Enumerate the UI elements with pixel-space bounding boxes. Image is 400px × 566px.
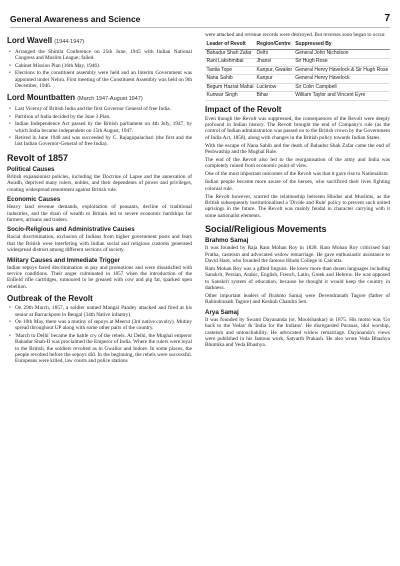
table-cell: General Henry Havelock — [294, 75, 390, 83]
table-cell: Kanpur, Gwalior — [255, 66, 294, 74]
political-text: British expansionist policies, including the Doctrine of Lapse and the annexation of Awadh, deprived many rulers, nobles, and their dependents of power and privileges, creating widespread resentment against British rule. — [7, 173, 192, 193]
impact-paragraph: Indian people became more aware of the heroes, who sacrificed their lives fighting colonial rule. — [205, 179, 390, 192]
table-row — [205, 75, 390, 83]
table-row — [205, 92, 390, 100]
military-heading: Military Causes and Immediate Trigger — [7, 256, 121, 264]
revolt-leaders-table — [205, 41, 390, 100]
list-item: • On 10th May, there was a mutiny of sepoys at Meerut (3rd native cavalry). Mutiny spread throughout UP along with some other parts of the country. — [15, 319, 192, 332]
table-header-row — [205, 41, 390, 49]
wavell-list — [7, 49, 192, 89]
intro-text: were attacked and revenue records were destroyed. But reverses soon began to occur. — [205, 32, 386, 38]
table-cell: Tantia Tope — [205, 66, 255, 74]
brahmo-paragraph: Other important leaders of Brahmo Samaj were Devendranath Tagore (father of Rabindranath Tagore) and Keshub Chandra Sen. — [205, 292, 390, 306]
table-cell: Jhansi — [255, 58, 294, 66]
impact-paragraph: One of the most important outcomes of the Revolt was that it gave rise to Nationalism. — [205, 171, 389, 178]
wavell-years: (1944-1947) — [54, 39, 85, 45]
arya-heading: Arya Samaj — [205, 308, 239, 316]
impact-paragraph: The end of the Revolt also led to the reorganisation of the army and India was completely ruined from economic point of view. — [205, 156, 390, 170]
impact-paragraph: Even though the Revolt was suppressed, the consequences of the Revolt were deeply profound in Indian history. The Revolt brought the end of Company's rule (as the control of Indian administration was passed on to the British crown by the Government of India Act, 1858), along with changes in the British policy towards Indian States. — [205, 115, 390, 141]
mountbatten-heading — [7, 93, 192, 104]
table-header: Suppressed By — [294, 41, 390, 49]
header-title: General Awareness and Science — [10, 14, 141, 24]
impact-paragraph: With the escape of Nana Sahib and the death of Bahadur Shah Zafar came the end of Peshwaship and the Mughal Rule. — [205, 142, 390, 156]
table-row — [205, 50, 390, 58]
mountbatten-title: Lord Mountbatten — [7, 93, 75, 103]
right-column — [205, 32, 390, 350]
table-cell: Begum Hazrat Mahal — [205, 83, 255, 91]
table-header: Leader of Revolt — [205, 41, 255, 49]
table-cell: Rani Lakshmibai — [205, 58, 255, 66]
mountbatten-list — [7, 106, 192, 147]
brahmo-heading: Brahmo Samaj — [205, 237, 249, 245]
list-item: • Arranged the Shimla Conference on 25th June, 1945 with Indian National Congress and Muslim League; failed. — [15, 49, 192, 62]
table-cell: General John Nicholson — [294, 50, 390, 58]
table-cell: Nana Sahib — [205, 75, 255, 83]
list-item: • Partition of India decided by the June 3 Plan. — [15, 114, 192, 120]
economic-text: Heavy land revenue demands, exploitation of peasants, decline of traditional industries, and the drain of wealth to Britain led to severe economic hardships for farmers, artisans and traders. — [7, 204, 192, 223]
table-cell: Bahadur Shah Zafar — [205, 50, 255, 58]
list-item: • 'March to Delhi' became the battle cry of the rebels. At Delhi, the Mughal emperor Bahadur Shah-II was proclaimed the Emperor of India. Where the rulers were loyal to the British, the soldiers revolted as in Gwalior and Indore. In some places, the people revolted before the sepoys did. In the beginning, the rebels were successful. Europeans were killed, law courts and police stations — [15, 333, 192, 365]
table-cell: Delhi — [255, 50, 294, 58]
continued-text — [205, 32, 390, 38]
revolt-heading: Revolt of 1857 — [7, 152, 69, 163]
table-cell: Kanpur — [255, 75, 294, 83]
movements-heading: Social/Religious Movements — [205, 224, 327, 235]
brahmo-paragraph: It was founded by Raja Ram Mohan Roy in 1828. Ram Mohan Roy criticised Sati Pratha, casteism and advocated widow remarriage. He gave enthusiastic assistance to David Hare, who founded the famous Hindu College in Calcutta. — [205, 245, 390, 264]
table-cell: General Henry Havelock & Sir Hugh Rose — [294, 66, 390, 74]
impact-paragraph: The Revolt however, scarred the relationship between Hindus and Muslims, as the British subsequently institutionalised a 'Divide and Rule' policy to prevent such united uprisings in the future. The Revolt was mainly feudal in character carrying with it some nationalist elements. — [205, 193, 390, 219]
table-row — [205, 66, 390, 74]
table-row — [205, 58, 390, 66]
military-text: Indian sepoys faced discrimination in pay and promotions and were dissatisfied with service conditions. Their anger culminated in 1857 when the introduction of the Enfield rifle cartridges, rumoured to be greased with cow and pig fat, sparked open rebellion. — [7, 264, 192, 290]
economic-heading: Economic Causes — [7, 196, 61, 204]
brahmo-paragraph: Ram Mohan Roy was a gifted linguist. He knew more than dozen languages including Sanskrit, Persian, Arabic, English, French, Latin, Greek and Hebrew. He was opposed to Sanskrit system of education, because he thought it would keep the country in darkness. — [205, 265, 390, 292]
page-number: 7 — [384, 13, 390, 24]
list-item: • Last Viceroy of British India and the first Governor General of free India. — [15, 106, 192, 112]
table-cell: William Taylor and Vincent Eyre — [294, 92, 390, 100]
impact-heading: Impact of the Revolt — [205, 104, 282, 114]
list-item: • Retired in June 1948 and was succeeded by C. Rajagopalachari (the first and the last Indian Governor-General of free India). — [15, 135, 192, 148]
table-cell: Kunwar Singh — [205, 92, 255, 100]
table-cell: Bihar — [255, 92, 294, 100]
table-row — [205, 83, 390, 91]
table-cell: Sir Hugh Rose — [294, 58, 390, 66]
socio-text: Racial discrimination, exclusion of Indians from higher government posts and fears that the British were interfering with Indian social and religious customs generated widespread distrust among different sections of society. — [7, 234, 192, 254]
page-header — [10, 6, 390, 28]
left-column — [7, 32, 192, 366]
list-item: • Cabinet Mission Plan (16th May, 1946). — [15, 63, 192, 69]
wavell-title: Lord Wavell — [7, 36, 53, 45]
outbreak-list — [7, 305, 192, 365]
table-cell: Sir Colin Campbell — [294, 83, 390, 91]
table-header: Region/Centre — [255, 41, 294, 49]
wavell-heading — [7, 36, 192, 47]
mountbatten-years: (March 1947-August 1947) — [77, 96, 143, 103]
list-item: • Elections to the constituent assembly were held and an Interim Government was appointed under Nehru. First meeting of the Constituent Assembly was held on 9th December, 1946. — [15, 70, 192, 89]
political-heading: Political Causes — [7, 165, 55, 173]
table-cell: Lucknow — [255, 83, 294, 91]
arya-paragraph: It was founded by Swami Dayananda (or, Moolshankar) in 1875. His motto was 'Go back to the Vedas' & 'India for the Indians'. He disregarded Puranas, idol worship, casteism and untouchability. He advocated widow remarriage. Dayananda's views were published in his famous work, Satyarth Prakash. He also wrote Veda Bhashya Bhumika and Veda Bhashya. — [205, 316, 390, 349]
list-item: • Indian Independence Act passed by the British parliament on 4th July, 1947, by which India became independent on 15th August, 1947. — [15, 121, 192, 134]
socio-heading: Socio-Religious and Administrative Causes — [7, 226, 135, 234]
outbreak-heading: Outbreak of the Revolt — [7, 294, 93, 304]
list-item: • On 29th March, 1857, a soldier named Mangal Pandey attacked and fired at his senior at Barrackpore in Bengal (34th Native infantry). — [15, 305, 192, 318]
